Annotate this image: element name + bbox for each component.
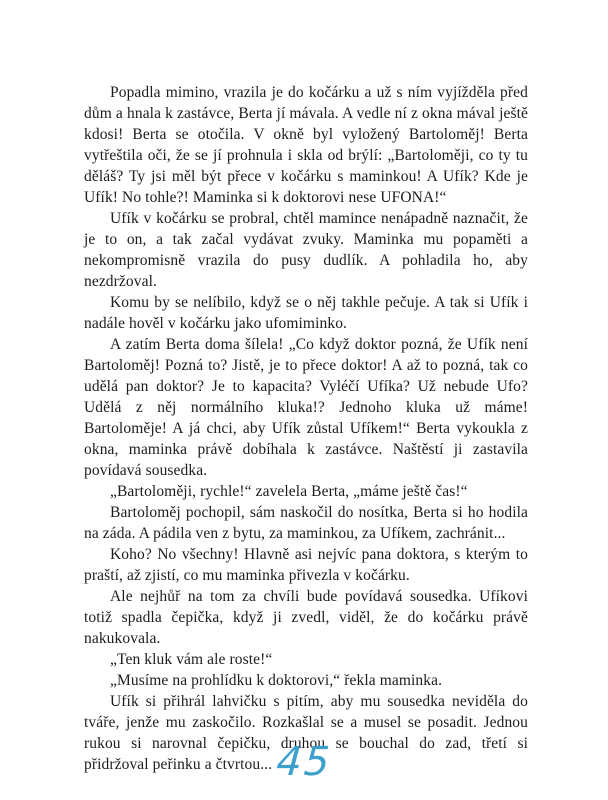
body-text [84,82,528,775]
page-number: 45 [274,739,334,785]
paragraph: Ufík si přihrál lahvičku s pitím, aby mu sousedka neviděla do tváře, jenže mu zaskočilo. Rozkašlal se a musel se posadit. Jednou rukou si narovnal čepičku, druhou se bouchal do zad, třetí si přidržoval peřinku a čtvrtou... [84,693,528,773]
paragraph: Ale nejhůř na tom za chvíli bude povídavá sousedka. Ufíkovi totiž spadla čepička, když ji zvedl, viděl, že do kočárku právě nakukovala. [84,588,528,647]
paragraph: „Ten kluk vám ale roste!“ [110,651,273,668]
paragraph: Koho? No všechny! Hlavně asi nejvíc pana doktora, s kterým to praští, až zjistí, co mu maminka přivezla v kočárku. [84,546,528,584]
paragraph: Popadla mimino, vrazila je do kočárku a už s ním vyjížděla před dům a hnala k zastávce, Berta jí mávala. A vedle ní z okna mával ještě kdosi! Berta se otočila. V okně byl vyložený Bartoloměj! Berta vytřeštila oči, že se jí prohnula i skla od brýlí: „Bartoloměji, co ty tu děláš? Ty jsi měl být přece v kočárku s maminkou! A Ufík? Kde je Ufík! No tohle?! Maminka si k doktorovi nese UFONA!“ [84,84,528,206]
paragraph: Ufík v kočárku se probral, chtěl mamince nenápadně naznačit, že je to on, a tak začal vydávat zvuky. Maminka mu popaměti a nekompromisně vrazila do pusy dudlík. A pohladila ho, aby nezdržoval. [84,210,528,290]
paragraph: A zatím Berta doma šílela! „Co když doktor pozná, že Ufík není Bartoloměj! Pozná to? Jistě, je to přece doktor! A až to pozná, tak co udělá pan doktor? Je to kapacita? Vyléčí Ufíka? Už nebude Ufo? Udělá z něj normálního kluka!? Jednoho kluka už máme! Bartoloměje! A já chci, aby Ufík zůstal Ufíkem!“ Berta vykoukla z okna, maminka právě dobíhala k zastávce. Naštěstí ji zastavila povídavá sousedka. [84,336,528,479]
paragraph: Bartoloměj pochopil, sám naskočil do nosítka, Berta si ho hodila na záda. A pádila ven z bytu, za maminkou, za Ufíkem, zachránit... [84,504,528,542]
paragraph: Komu by se nelíbilo, když se o něj takhle pečuje. A tak si Ufík i nadále hověl v kočárku jako ufomiminko. [84,294,528,332]
paragraph: „Bartoloměji, rychle!“ zavelela Berta, „máme ještě čas!“ [110,483,468,500]
paragraph: „Musíme na prohlídku k doktorovi,“ řekla maminka. [110,672,443,689]
